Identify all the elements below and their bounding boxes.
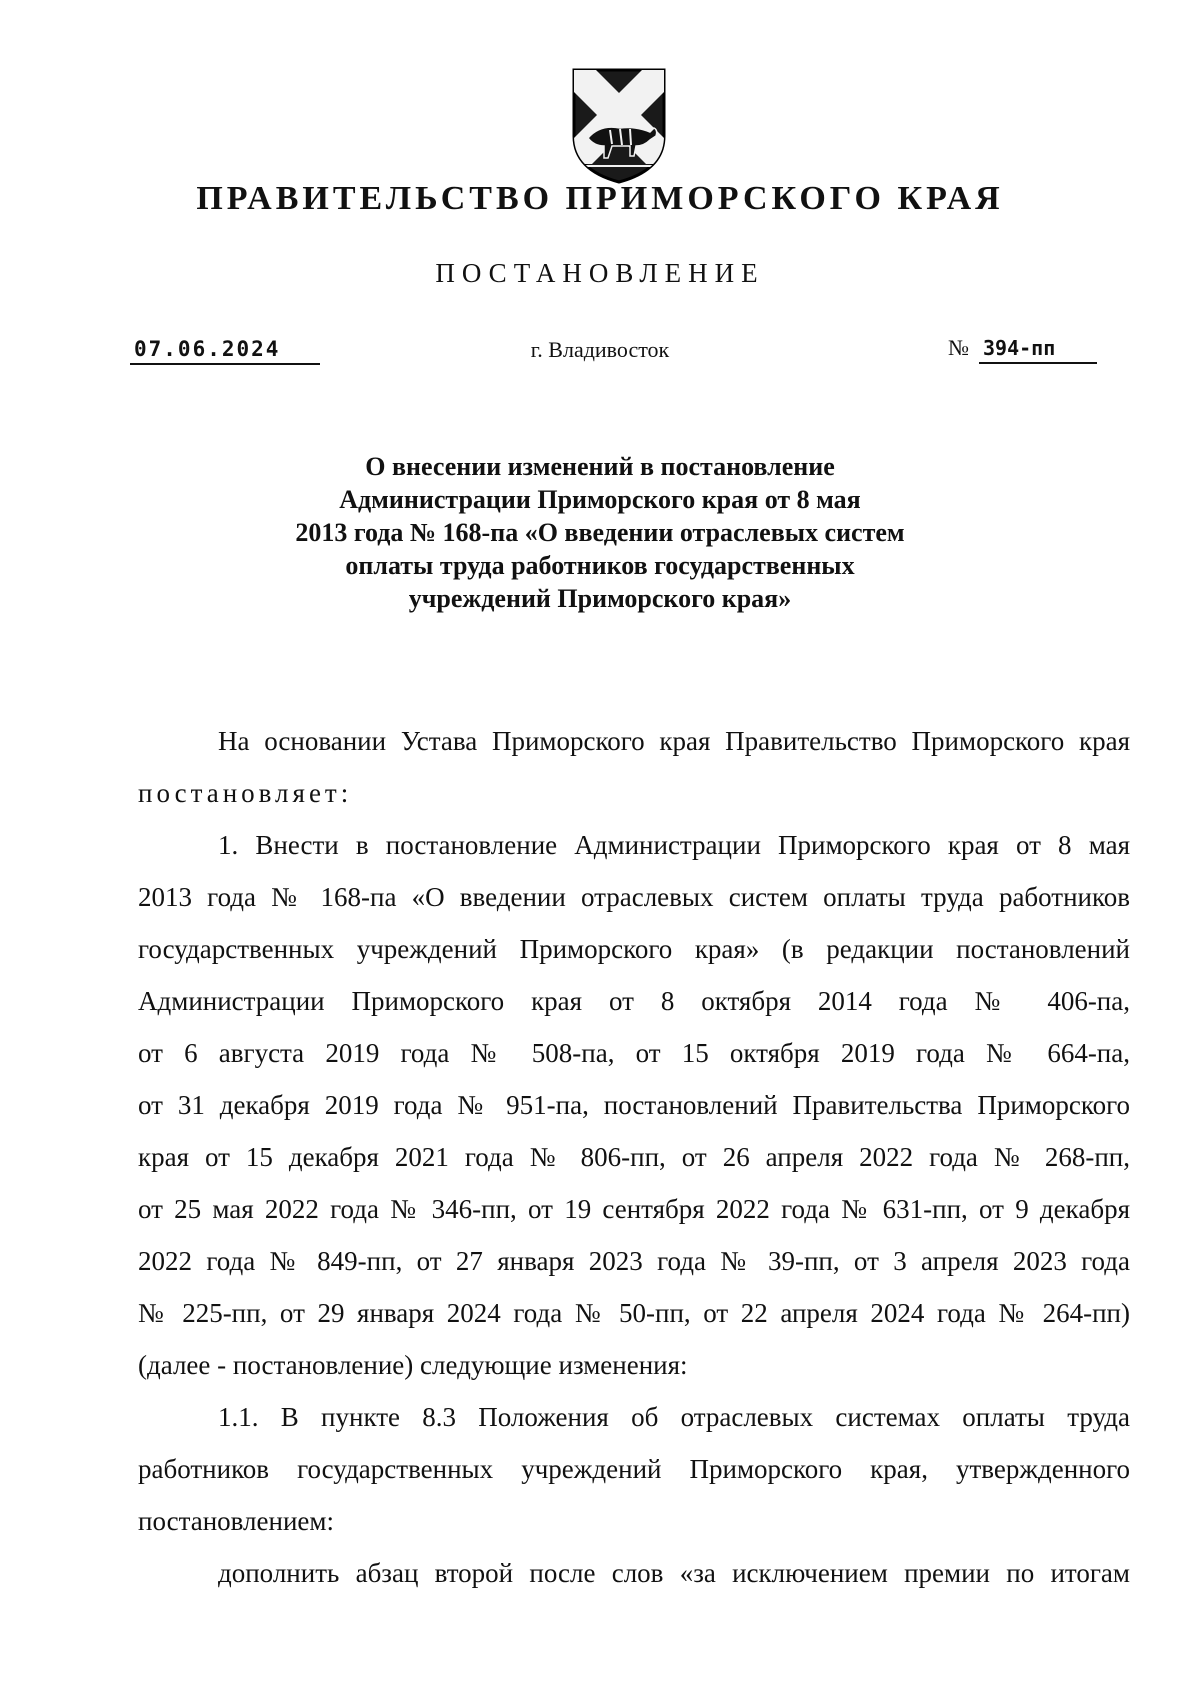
body-line: (далее - постановление) следующие изменения: xyxy=(138,1350,688,1380)
subject-line: учреждений Приморского края» xyxy=(408,584,792,613)
subject-line: О внесении изменений в постановление xyxy=(365,452,835,481)
document-subject xyxy=(200,450,1000,615)
subject-line: Администрации Приморского края от 8 мая xyxy=(339,485,861,514)
document-city: г. Владивосток xyxy=(530,337,670,362)
body-line: края от 15 декабря 2021 года № 806-пп, от 26 апреля 2022 года № 268-пп, xyxy=(138,1142,1130,1172)
body-line: Администрации Приморского края от 8 октября 2014 года № 406-па, xyxy=(138,986,1130,1016)
body-line: 2013 года № 168-па «О введении отраслевых систем оплаты труда работников xyxy=(138,882,1130,912)
body-line: 2022 года № 849-пп, от 27 января 2023 года № 39-пп, от 3 апреля 2023 года xyxy=(138,1246,1130,1276)
document-body xyxy=(138,715,1130,1599)
body-line: от 6 августа 2019 года № 508-па, от 15 октября 2019 года № 664-па, xyxy=(138,1038,1130,1068)
body-line: государственных учреждений Приморского края» (в редакции постановлений xyxy=(138,934,1130,964)
number-sign: № xyxy=(948,335,969,360)
subject-line: оплаты труда работников государственных xyxy=(345,551,855,580)
body-line: постановляет: xyxy=(138,778,353,808)
document-number xyxy=(948,335,1100,364)
body-line: работников государственных учреждений Приморского края, утвержденного xyxy=(138,1454,1130,1484)
document-type: ПОСТАНОВЛЕНИЕ xyxy=(435,258,765,288)
body-line: № 225-пп, от 29 января 2024 года № 50-пп, от 22 апреля 2024 года № 264-пп) xyxy=(138,1298,1130,1328)
body-line: 1. Внести в постановление Администрации Приморского края от 8 мая xyxy=(218,830,1130,860)
body-line: от 31 декабря 2019 года № 951-па, постановлений Правительства Приморского xyxy=(138,1090,1130,1120)
subject-line: 2013 года № 168-па «О введении отраслевых систем xyxy=(295,518,905,547)
body-line: 1.1. В пункте 8.3 Положения об отраслевых системах оплаты труда xyxy=(218,1402,1130,1432)
body-line: дополнить абзац второй после слов «за исключением премии по итогам xyxy=(218,1558,1130,1588)
coat-of-arms-icon xyxy=(570,66,668,186)
number-value: 394-пп xyxy=(979,336,1097,364)
body-line: от 25 мая 2022 года № 346-пп, от 19 сентября 2022 года № 631-пп, от 9 декабря xyxy=(138,1194,1130,1224)
body-line: На основании Устава Приморского края Правительство Приморского края xyxy=(218,726,1130,756)
body-line: постановлением: xyxy=(138,1506,334,1536)
government-title: ПРАВИТЕЛЬСТВО ПРИМОРСКОГО КРАЯ xyxy=(196,180,1004,217)
document-date: 07.06.2024 xyxy=(130,337,320,365)
